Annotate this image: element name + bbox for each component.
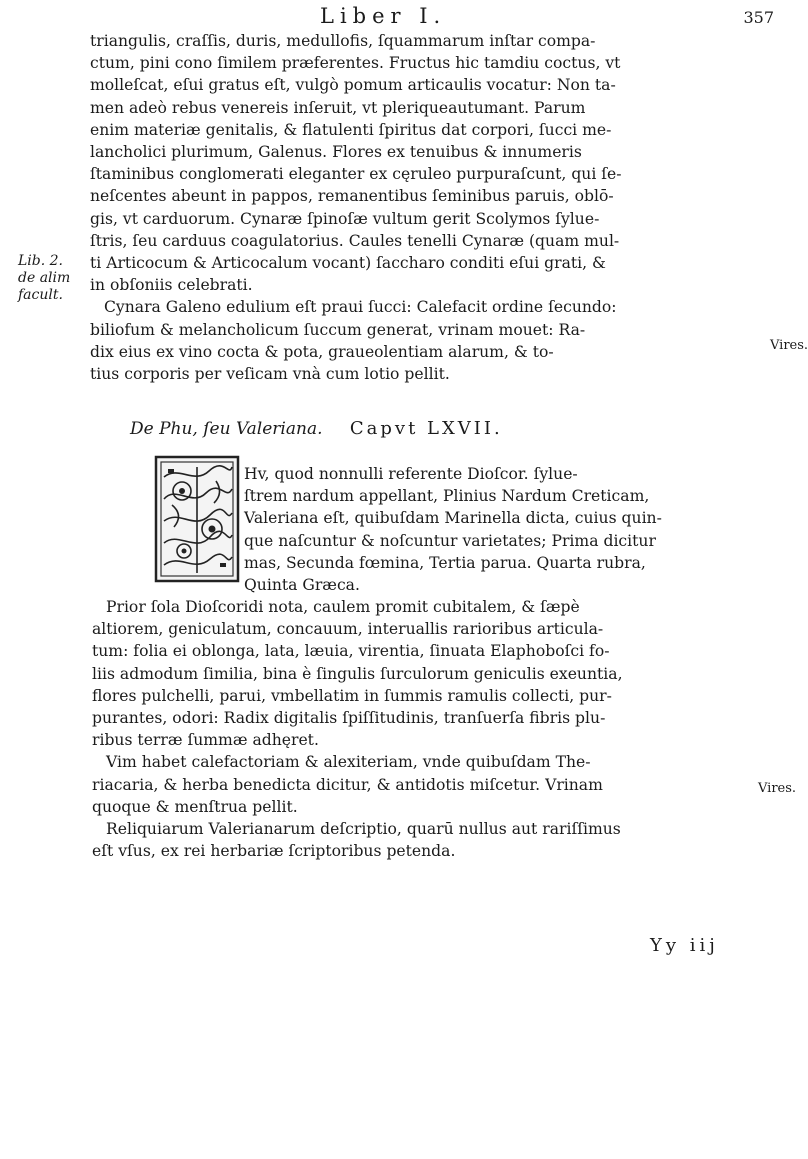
text-line: Valeriana eſt, quibuſdam Marinella dicta, cuius quin- [244, 509, 662, 528]
text-line: liis admodum ſimilia, bina è ſingulis ſurculorum geniculis exeuntia, [92, 664, 623, 683]
margin-note-line: facult. [18, 287, 63, 303]
text-line: ſtris, ſeu carduus coagulatorius. Caules tenelli Cynaræ (quam mul- [90, 231, 620, 250]
text-line: ti Articocum & Articocalum vocant) ſaccharo conditi eſui grati, & [90, 254, 606, 273]
text-line: flores pulchelli, parui, vmbellatim in ſummis ramulis collecti, pur- [92, 686, 612, 705]
text-line: Hv, quod nonnulli referente Dioſcor. ſylue- [244, 465, 578, 483]
text-line: men adeò rebus venereis inſeruit, vt pleriqueautumant. Parum [90, 98, 586, 117]
text-line: tum: folia ei oblonga, lata, læuia, virentia, ſinuata Elaphoboſci fo- [92, 642, 610, 661]
text-line: purantes, odori: Radix digitalis ſpiſſitudinis, tranſuerſa fibris plu- [92, 709, 606, 728]
text-line: dix eius ex vino cocta & pota, graueolentiam alarum, & to- [90, 342, 554, 361]
text-line: que naſcuntur & noſcuntur varietates; Prima dicitur [244, 531, 656, 550]
chapter-body [92, 596, 777, 862]
text-line: Vim habet calefactoriam & alexiteriam, vnde quibuſdam The- [106, 753, 591, 772]
text-line: ribus terræ ſummæ adhęret. [92, 731, 319, 750]
text-line: Prior ſola Dioſcoridi nota, caulem promit cubitalem, & ſæpè [106, 598, 580, 616]
text-line: eſt vſus, ex rei herbariæ ſcriptoribus petenda. [92, 842, 456, 861]
body-paragraph-1 [90, 30, 775, 385]
margin-note-line: de alim [18, 270, 71, 286]
text-line: Cynara Galeno edulium eſt praui ſucci: Calefacit ordine ſecundo: [104, 298, 617, 317]
text-line: riacaria, & herba benedicta dicitur, & antidotis miſcetur. Vrinam [92, 775, 603, 794]
text-line: quoque & menſtrua pellit. [92, 797, 298, 816]
text-line: Reliquiarum Valerianarum deſcriptio, quarū nullus aut rariſſimus [106, 820, 621, 839]
text-line: biliofum & melancholicum ſuccum generat, vrinam mouet: Ra- [90, 320, 586, 339]
chapter-title: De Phu, ſeu Valeriana. [130, 419, 323, 439]
text-line: gis, vt carduorum. Cynaræ ſpinoſæ vultum gerit Scolymos ſylue- [90, 209, 600, 228]
page-number: 357 [743, 8, 774, 27]
chapter-heading [130, 418, 750, 439]
text-line: altiorem, geniculatum, concauum, interuallis rarioribus articula- [92, 620, 604, 639]
ornamental-initial-woodcut [154, 455, 240, 583]
text-line: mas, Secunda fœmina, Tertia parua. Quarta rubra, [244, 553, 646, 572]
text-line: molleſcat, eſui gratus eſt, vulgò pomum articaulis vocatur: Non ta- [90, 76, 616, 95]
text-line: in obſoniis celebrati. [90, 276, 253, 295]
chapter-number: Capvt LXVII. [349, 418, 503, 439]
running-head: Liber I. [320, 4, 447, 28]
text-line: ſtrem nardum appellant, Plinius Nardum Creticam, [244, 487, 650, 506]
margin-note-line: Lib. 2. [18, 253, 63, 269]
text-line: enim materiæ genitalis, & flatulenti ſpiritus dat corpori, ſucci me- [90, 120, 612, 139]
text-line: lancholici plurimum, Galenus. Flores ex tenuibus & innumeris [90, 143, 582, 162]
text-line: triangulis, craſſis, duris, medullofis, ſquammarum inſtar compa- [90, 32, 596, 50]
text-line: Quinta Græca. [244, 576, 360, 595]
text-line: neſcentes abeunt in pappos, remanentibus ſeminibus paruis, oblō- [90, 187, 614, 206]
text-line: ctum, pini cono ſimilem præferentes. Fructus hic tamdiu coctus, vt [90, 54, 621, 73]
signature-mark: Yy iij [650, 935, 719, 956]
text-line: tius corporis per veſicam vnà cum lotio pellit. [90, 365, 450, 384]
chapter-opening-paragraph [244, 463, 764, 596]
margin-note-vires: Vires. [770, 338, 808, 353]
margin-note-vires-2: Vires. [758, 781, 797, 796]
margin-note-reference [18, 253, 82, 304]
text-line: ſtaminibus conglomerati eleganter ex cęruleo purpuraſcunt, qui ſe- [90, 165, 622, 184]
